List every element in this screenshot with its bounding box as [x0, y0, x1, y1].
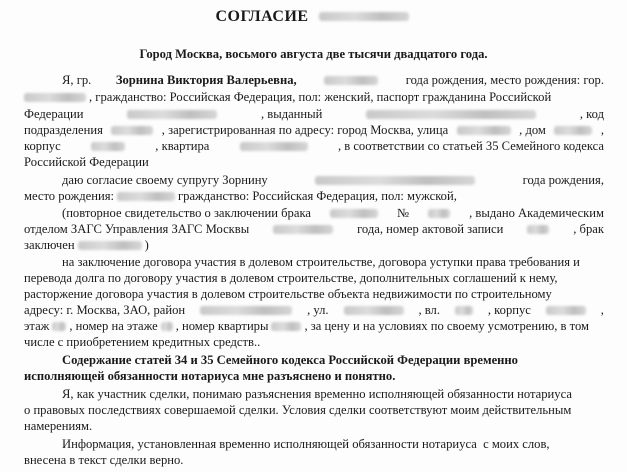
text-line-14: расторжение договора участия в долевом строительстве объекта недвижимости по строительному [24, 286, 552, 301]
text-line-21: о правовых последствиях совершаемой сделки. Условия сделки соответствуют моим действительным [24, 402, 572, 417]
principal-name: Зорнина Виктория Валерьевна, [115, 72, 297, 87]
redacted [366, 110, 536, 119]
text-line-22: намерениям. [24, 418, 93, 433]
text-line-4: подразделения , зарегистрированная по адресу: город Москва, улица , дом , [24, 122, 604, 137]
text-line-16: этаж , номер на этаже , номер квартиры , за цену и на условиях по своему усмотрению, в том [24, 318, 589, 333]
redacted [127, 110, 217, 119]
text-line-17: числе с приобретением кредитных средств.. [24, 334, 261, 349]
text-line-20: Я, как участник сделки, понимаю разъяснения временно исполняющей обязанности нотариуса [62, 386, 572, 401]
redacted-number [319, 12, 409, 21]
text-line-10: отделом ЗАГС Управления ЗАГС Москвы года, номер актовой записи , брак [24, 221, 604, 236]
text-line-3: Федерации , выданный , код [24, 106, 604, 121]
text-line-15: адресу: г. Москва, ЗАО, район , ул. , вл. , корпус , [24, 302, 604, 317]
redacted [240, 142, 308, 151]
text-line-19: исполняющей обязанности нотариуса мне разъяснено и понятно. [24, 368, 396, 383]
redacted [271, 322, 301, 331]
document-title-line [0, 6, 627, 26]
text-line-23: Информация, установленная временно исполняющей обязанности нотариуса с моих слов, [62, 436, 550, 451]
text-line-11: заключен ) [24, 237, 149, 252]
text-line-12: на заключение договора участия в долевом строительстве, договора уступки права требования и [62, 254, 580, 269]
redacted [91, 142, 125, 151]
redacted [117, 192, 175, 201]
redacted [330, 209, 378, 218]
redacted [457, 126, 511, 135]
text-line-13: перевода долга по договору участия в долевом строительстве, дополнительных соглашений к нему, [24, 270, 558, 285]
redacted [273, 225, 333, 234]
text-line-1: Я, гр. Зорнина Виктория Валерьевна, года рождения, место рождения: гор. [62, 72, 604, 87]
redacted [554, 126, 592, 135]
document-title: СОГЛАСИЕ [215, 7, 309, 25]
redacted [200, 306, 292, 315]
text-line-5: корпус , квартира , в соответствии со статьей 35 Семейного кодекса [24, 138, 604, 153]
text-line-7: даю согласие своему супругу Зорнину года рождения, [62, 172, 604, 187]
redacted [78, 241, 142, 250]
city-date: Город Москва, восьмого августа две тысячи двадцатого года. [139, 46, 488, 61]
text-line-8: место рождения: гражданство: Российская Федерация, пол: мужской, [24, 188, 457, 203]
redacted [24, 93, 86, 102]
redacted [344, 306, 404, 315]
text-line-2: , гражданство: Российская Федерация, пол: женский, паспорт гражданина Российской [24, 89, 604, 105]
redacted [527, 225, 549, 234]
redacted [315, 176, 475, 185]
redacted [428, 209, 450, 218]
text-line-18: Содержание статей 34 и 35 Семейного кодекса Российской Федерации временно [62, 352, 518, 367]
city-date-line [0, 46, 627, 62]
redacted [111, 126, 153, 135]
redacted [161, 322, 173, 331]
text-line-6: Российской Федерации [24, 154, 149, 169]
redacted [546, 306, 586, 315]
text-line-24: внесена в текст сделки верно. [24, 452, 184, 467]
redacted [324, 76, 378, 85]
redacted [455, 306, 473, 315]
text-line-9: (повторное свидетельство о заключении брака № , выдано Академическим [62, 205, 604, 220]
redacted [52, 322, 66, 331]
